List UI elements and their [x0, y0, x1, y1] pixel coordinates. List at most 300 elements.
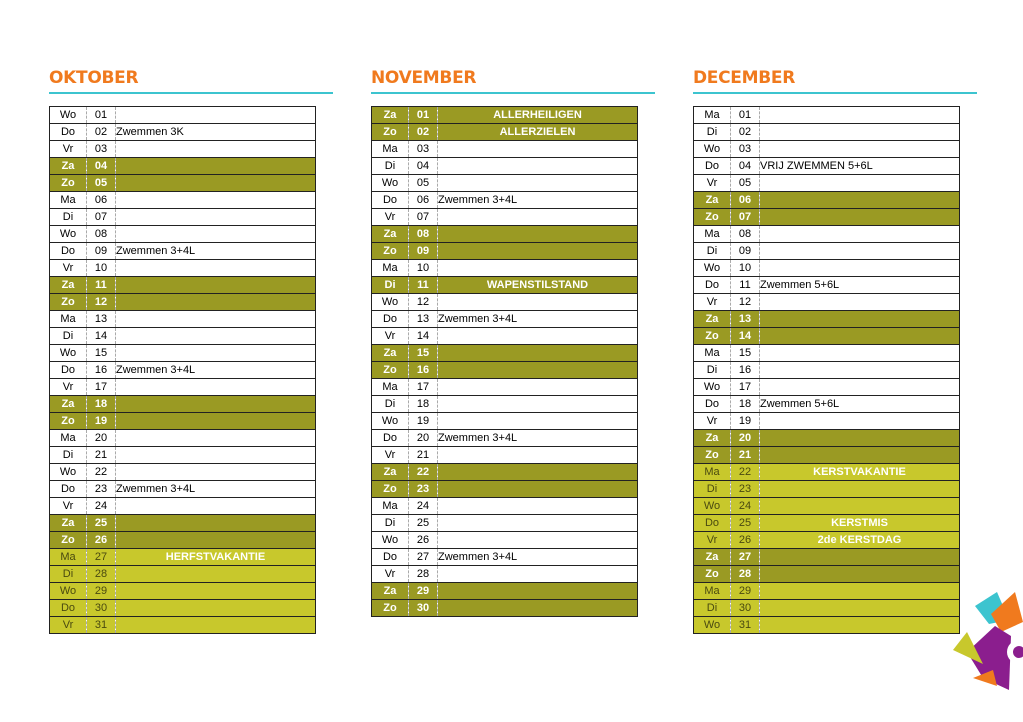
day-row — [372, 311, 638, 328]
date-cell: 18 — [87, 396, 116, 413]
date-cell: 25 — [87, 515, 116, 532]
weekday-cell: Za — [372, 583, 409, 600]
weekday-cell: Ma — [50, 549, 87, 566]
note-cell — [116, 328, 316, 345]
note-cell — [438, 515, 638, 532]
day-row — [50, 141, 316, 158]
day-row — [694, 464, 960, 481]
weekday-cell: Di — [50, 328, 87, 345]
weekday-cell: Do — [694, 515, 731, 532]
weekday-cell: Wo — [694, 379, 731, 396]
note-cell — [760, 617, 960, 634]
date-cell: 08 — [731, 226, 760, 243]
day-row — [372, 192, 638, 209]
date-cell: 04 — [731, 158, 760, 175]
weekday-cell: Wo — [50, 345, 87, 362]
date-cell: 17 — [87, 379, 116, 396]
note-cell: Zwemmen 3+4L — [438, 430, 638, 447]
note-cell — [438, 175, 638, 192]
weekday-cell: Wo — [372, 294, 409, 311]
weekday-cell: Ma — [694, 107, 731, 124]
day-row — [50, 209, 316, 226]
day-row — [372, 328, 638, 345]
weekday-cell: Za — [372, 107, 409, 124]
date-cell: 28 — [87, 566, 116, 583]
date-cell: 10 — [731, 260, 760, 277]
note-cell — [438, 294, 638, 311]
weekday-cell: Do — [694, 158, 731, 175]
note-cell — [760, 226, 960, 243]
day-row — [372, 226, 638, 243]
day-row — [372, 396, 638, 413]
date-cell: 25 — [731, 515, 760, 532]
day-row — [50, 413, 316, 430]
note-cell — [116, 617, 316, 634]
date-cell: 29 — [87, 583, 116, 600]
note-cell — [116, 192, 316, 209]
weekday-cell: Wo — [372, 175, 409, 192]
date-cell: 02 — [87, 124, 116, 141]
date-cell: 24 — [731, 498, 760, 515]
date-cell: 07 — [409, 209, 438, 226]
day-row — [50, 617, 316, 634]
date-cell: 14 — [409, 328, 438, 345]
date-cell: 26 — [731, 532, 760, 549]
weekday-cell: Zo — [372, 362, 409, 379]
note-cell — [116, 345, 316, 362]
weekday-cell: Do — [372, 430, 409, 447]
note-cell — [116, 260, 316, 277]
day-row — [372, 175, 638, 192]
day-row — [50, 549, 316, 566]
date-cell: 20 — [731, 430, 760, 447]
date-cell: 18 — [409, 396, 438, 413]
note-cell — [438, 379, 638, 396]
weekday-cell: Wo — [694, 617, 731, 634]
date-cell: 31 — [87, 617, 116, 634]
day-row — [50, 583, 316, 600]
day-row — [372, 430, 638, 447]
note-cell: Zwemmen 3+4L — [438, 311, 638, 328]
date-cell: 21 — [87, 447, 116, 464]
date-cell: 27 — [409, 549, 438, 566]
weekday-cell: Za — [372, 345, 409, 362]
date-cell: 13 — [409, 311, 438, 328]
weekday-cell: Vr — [694, 413, 731, 430]
note-cell — [760, 192, 960, 209]
weekday-cell: Zo — [50, 294, 87, 311]
weekday-cell: Di — [50, 566, 87, 583]
note-cell — [438, 566, 638, 583]
day-row — [694, 447, 960, 464]
day-row — [50, 328, 316, 345]
weekday-cell: Di — [372, 515, 409, 532]
date-cell: 05 — [87, 175, 116, 192]
note-cell — [116, 396, 316, 413]
day-row — [50, 362, 316, 379]
date-cell: 23 — [409, 481, 438, 498]
day-row — [50, 345, 316, 362]
weekday-cell: Vr — [372, 447, 409, 464]
weekday-cell: Za — [372, 464, 409, 481]
day-row — [694, 549, 960, 566]
weekday-cell: Ma — [694, 464, 731, 481]
date-cell: 12 — [731, 294, 760, 311]
day-row — [694, 311, 960, 328]
weekday-cell: Di — [50, 447, 87, 464]
day-row — [50, 600, 316, 617]
date-cell: 10 — [87, 260, 116, 277]
weekday-cell: Zo — [372, 481, 409, 498]
weekday-cell: Ma — [372, 260, 409, 277]
note-cell — [438, 498, 638, 515]
weekday-cell: Vr — [694, 532, 731, 549]
weekday-cell: Wo — [50, 226, 87, 243]
title-rule — [693, 92, 977, 94]
note-cell: Zwemmen 5+6L — [760, 396, 960, 413]
day-row — [694, 498, 960, 515]
day-row — [694, 294, 960, 311]
day-row — [694, 175, 960, 192]
note-cell: HERFSTVAKANTIE — [116, 549, 316, 566]
date-cell: 05 — [731, 175, 760, 192]
day-row — [694, 226, 960, 243]
day-row — [694, 328, 960, 345]
note-cell — [116, 209, 316, 226]
date-cell: 22 — [409, 464, 438, 481]
note-cell — [760, 294, 960, 311]
date-cell: 24 — [87, 498, 116, 515]
weekday-cell: Di — [694, 362, 731, 379]
month-title: DECEMBER — [693, 68, 795, 88]
day-row — [372, 379, 638, 396]
date-cell: 13 — [731, 311, 760, 328]
day-row — [372, 243, 638, 260]
note-cell — [116, 447, 316, 464]
day-row — [50, 498, 316, 515]
date-cell: 16 — [87, 362, 116, 379]
date-cell: 10 — [409, 260, 438, 277]
weekday-cell: Zo — [372, 124, 409, 141]
date-cell: 22 — [87, 464, 116, 481]
date-cell: 27 — [87, 549, 116, 566]
weekday-cell: Di — [694, 481, 731, 498]
weekday-cell: Di — [694, 243, 731, 260]
day-row — [694, 192, 960, 209]
month-november — [371, 64, 655, 617]
note-cell: KERSTVAKANTIE — [760, 464, 960, 481]
weekday-cell: Za — [50, 515, 87, 532]
date-cell: 12 — [409, 294, 438, 311]
weekday-cell: Do — [50, 124, 87, 141]
note-cell — [116, 175, 316, 192]
date-cell: 09 — [731, 243, 760, 260]
weekday-cell: Vr — [50, 617, 87, 634]
note-cell — [438, 532, 638, 549]
calendar-table — [693, 106, 960, 634]
day-row — [694, 124, 960, 141]
weekday-cell: Vr — [372, 328, 409, 345]
date-cell: 16 — [409, 362, 438, 379]
note-cell: Zwemmen 3+4L — [438, 192, 638, 209]
day-row — [50, 447, 316, 464]
date-cell: 09 — [409, 243, 438, 260]
date-cell: 03 — [409, 141, 438, 158]
note-cell — [116, 158, 316, 175]
date-cell: 13 — [87, 311, 116, 328]
weekday-cell: Wo — [50, 464, 87, 481]
day-row — [50, 481, 316, 498]
weekday-cell: Ma — [372, 379, 409, 396]
date-cell: 17 — [409, 379, 438, 396]
note-cell — [116, 379, 316, 396]
day-row — [694, 532, 960, 549]
weekday-cell: Ma — [372, 498, 409, 515]
title-rule — [371, 92, 655, 94]
day-row — [372, 124, 638, 141]
date-cell: 23 — [731, 481, 760, 498]
day-row — [372, 209, 638, 226]
date-cell: 01 — [87, 107, 116, 124]
note-cell — [438, 362, 638, 379]
date-cell: 24 — [409, 498, 438, 515]
note-cell — [438, 583, 638, 600]
weekday-cell: Ma — [694, 226, 731, 243]
note-cell — [438, 345, 638, 362]
day-row — [50, 243, 316, 260]
date-cell: 14 — [87, 328, 116, 345]
day-row — [372, 413, 638, 430]
weekday-cell: Vr — [50, 141, 87, 158]
note-cell: Zwemmen 3+4L — [438, 549, 638, 566]
note-cell — [116, 583, 316, 600]
note-cell — [760, 107, 960, 124]
date-cell: 28 — [409, 566, 438, 583]
weekday-cell: Ma — [694, 583, 731, 600]
date-cell: 11 — [409, 277, 438, 294]
day-row — [50, 124, 316, 141]
day-row — [372, 600, 638, 617]
date-cell: 15 — [731, 345, 760, 362]
date-cell: 16 — [731, 362, 760, 379]
note-cell — [760, 549, 960, 566]
weekday-cell: Za — [50, 396, 87, 413]
day-row — [694, 396, 960, 413]
day-row — [50, 515, 316, 532]
weekday-cell: Wo — [372, 532, 409, 549]
note-cell: Zwemmen 3+4L — [116, 362, 316, 379]
weekday-cell: Do — [372, 192, 409, 209]
note-cell — [438, 447, 638, 464]
note-cell: WAPENSTILSTAND — [438, 277, 638, 294]
day-row — [694, 617, 960, 634]
day-row — [372, 158, 638, 175]
note-cell — [760, 413, 960, 430]
date-cell: 14 — [731, 328, 760, 345]
note-cell — [116, 226, 316, 243]
day-row — [372, 583, 638, 600]
note-cell — [760, 209, 960, 226]
calendar-table — [49, 106, 316, 634]
date-cell: 11 — [731, 277, 760, 294]
day-row — [372, 107, 638, 124]
weekday-cell: Vr — [50, 498, 87, 515]
day-row — [372, 260, 638, 277]
day-row — [694, 413, 960, 430]
date-cell: 02 — [731, 124, 760, 141]
weekday-cell: Di — [372, 158, 409, 175]
note-cell — [116, 498, 316, 515]
weekday-cell: Ma — [372, 141, 409, 158]
day-row — [50, 158, 316, 175]
weekday-cell: Zo — [50, 175, 87, 192]
weekday-cell: Wo — [694, 498, 731, 515]
month-december — [693, 64, 977, 634]
date-cell: 28 — [731, 566, 760, 583]
month-title: OKTOBER — [49, 68, 139, 88]
day-row — [50, 260, 316, 277]
weekday-cell: Di — [372, 396, 409, 413]
date-cell: 26 — [409, 532, 438, 549]
weekday-cell: Ma — [50, 192, 87, 209]
day-row — [372, 515, 638, 532]
weekday-cell: Wo — [694, 141, 731, 158]
weekday-cell: Vr — [694, 175, 731, 192]
note-cell — [116, 311, 316, 328]
note-cell — [760, 481, 960, 498]
note-cell — [760, 175, 960, 192]
weekday-cell: Za — [50, 277, 87, 294]
weekday-cell: Vr — [50, 260, 87, 277]
day-row — [694, 362, 960, 379]
day-row — [694, 379, 960, 396]
note-cell — [438, 141, 638, 158]
day-row — [50, 379, 316, 396]
day-row — [372, 141, 638, 158]
weekday-cell: Ma — [694, 345, 731, 362]
day-row — [50, 464, 316, 481]
weekday-cell: Do — [694, 396, 731, 413]
note-cell — [760, 260, 960, 277]
weekday-cell: Vr — [694, 294, 731, 311]
day-row — [694, 430, 960, 447]
day-row — [50, 430, 316, 447]
note-cell — [438, 396, 638, 413]
weekday-cell: Do — [372, 549, 409, 566]
note-cell — [116, 430, 316, 447]
note-cell: ALLERHEILIGEN — [438, 107, 638, 124]
weekday-cell: Zo — [694, 566, 731, 583]
title-rule — [49, 92, 333, 94]
weekday-cell: Do — [50, 481, 87, 498]
day-row — [372, 566, 638, 583]
weekday-cell: Zo — [694, 447, 731, 464]
calendar-table — [371, 106, 638, 617]
note-cell — [438, 464, 638, 481]
date-cell: 17 — [731, 379, 760, 396]
date-cell: 19 — [87, 413, 116, 430]
date-cell: 23 — [87, 481, 116, 498]
date-cell: 04 — [409, 158, 438, 175]
date-cell: 25 — [409, 515, 438, 532]
weekday-cell: Vr — [50, 379, 87, 396]
weekday-cell: Ma — [50, 430, 87, 447]
day-row — [694, 583, 960, 600]
day-row — [694, 481, 960, 498]
weekday-cell: Ma — [50, 311, 87, 328]
day-row — [694, 600, 960, 617]
day-row — [50, 107, 316, 124]
weekday-cell: Za — [694, 311, 731, 328]
date-cell: 26 — [87, 532, 116, 549]
note-cell — [760, 345, 960, 362]
weekday-cell: Zo — [50, 532, 87, 549]
note-cell — [116, 515, 316, 532]
day-row — [50, 175, 316, 192]
note-cell: KERSTMIS — [760, 515, 960, 532]
weekday-cell: Wo — [372, 413, 409, 430]
day-row — [372, 294, 638, 311]
note-cell: 2de KERSTDAG — [760, 532, 960, 549]
weekday-cell: Wo — [50, 107, 87, 124]
note-cell — [438, 226, 638, 243]
day-row — [50, 226, 316, 243]
day-row — [50, 277, 316, 294]
weekday-cell: Di — [694, 600, 731, 617]
date-cell: 30 — [409, 600, 438, 617]
weekday-cell: Za — [694, 549, 731, 566]
note-cell — [760, 430, 960, 447]
day-row — [50, 294, 316, 311]
note-cell — [760, 124, 960, 141]
note-cell: Zwemmen 3+4L — [116, 243, 316, 260]
day-row — [372, 549, 638, 566]
note-cell — [760, 311, 960, 328]
date-cell: 09 — [87, 243, 116, 260]
weekday-cell: Wo — [694, 260, 731, 277]
note-cell — [116, 141, 316, 158]
weekday-cell: Do — [50, 600, 87, 617]
date-cell: 02 — [409, 124, 438, 141]
date-cell: 03 — [731, 141, 760, 158]
note-cell — [116, 600, 316, 617]
date-cell: 06 — [731, 192, 760, 209]
date-cell: 11 — [87, 277, 116, 294]
day-row — [694, 158, 960, 175]
weekday-cell: Di — [50, 209, 87, 226]
note-cell — [438, 481, 638, 498]
weekday-cell: Zo — [372, 243, 409, 260]
note-cell — [438, 209, 638, 226]
weekday-cell: Vr — [372, 566, 409, 583]
note-cell — [116, 107, 316, 124]
logo-icon — [953, 592, 1023, 692]
note-cell — [760, 447, 960, 464]
weekday-cell: Zo — [694, 328, 731, 345]
day-row — [372, 464, 638, 481]
day-row — [372, 498, 638, 515]
note-cell — [760, 328, 960, 345]
day-row — [694, 141, 960, 158]
weekday-cell: Do — [694, 277, 731, 294]
date-cell: 30 — [87, 600, 116, 617]
date-cell: 19 — [731, 413, 760, 430]
note-cell — [760, 379, 960, 396]
note-cell — [438, 243, 638, 260]
date-cell: 06 — [409, 192, 438, 209]
date-cell: 18 — [731, 396, 760, 413]
day-row — [50, 566, 316, 583]
